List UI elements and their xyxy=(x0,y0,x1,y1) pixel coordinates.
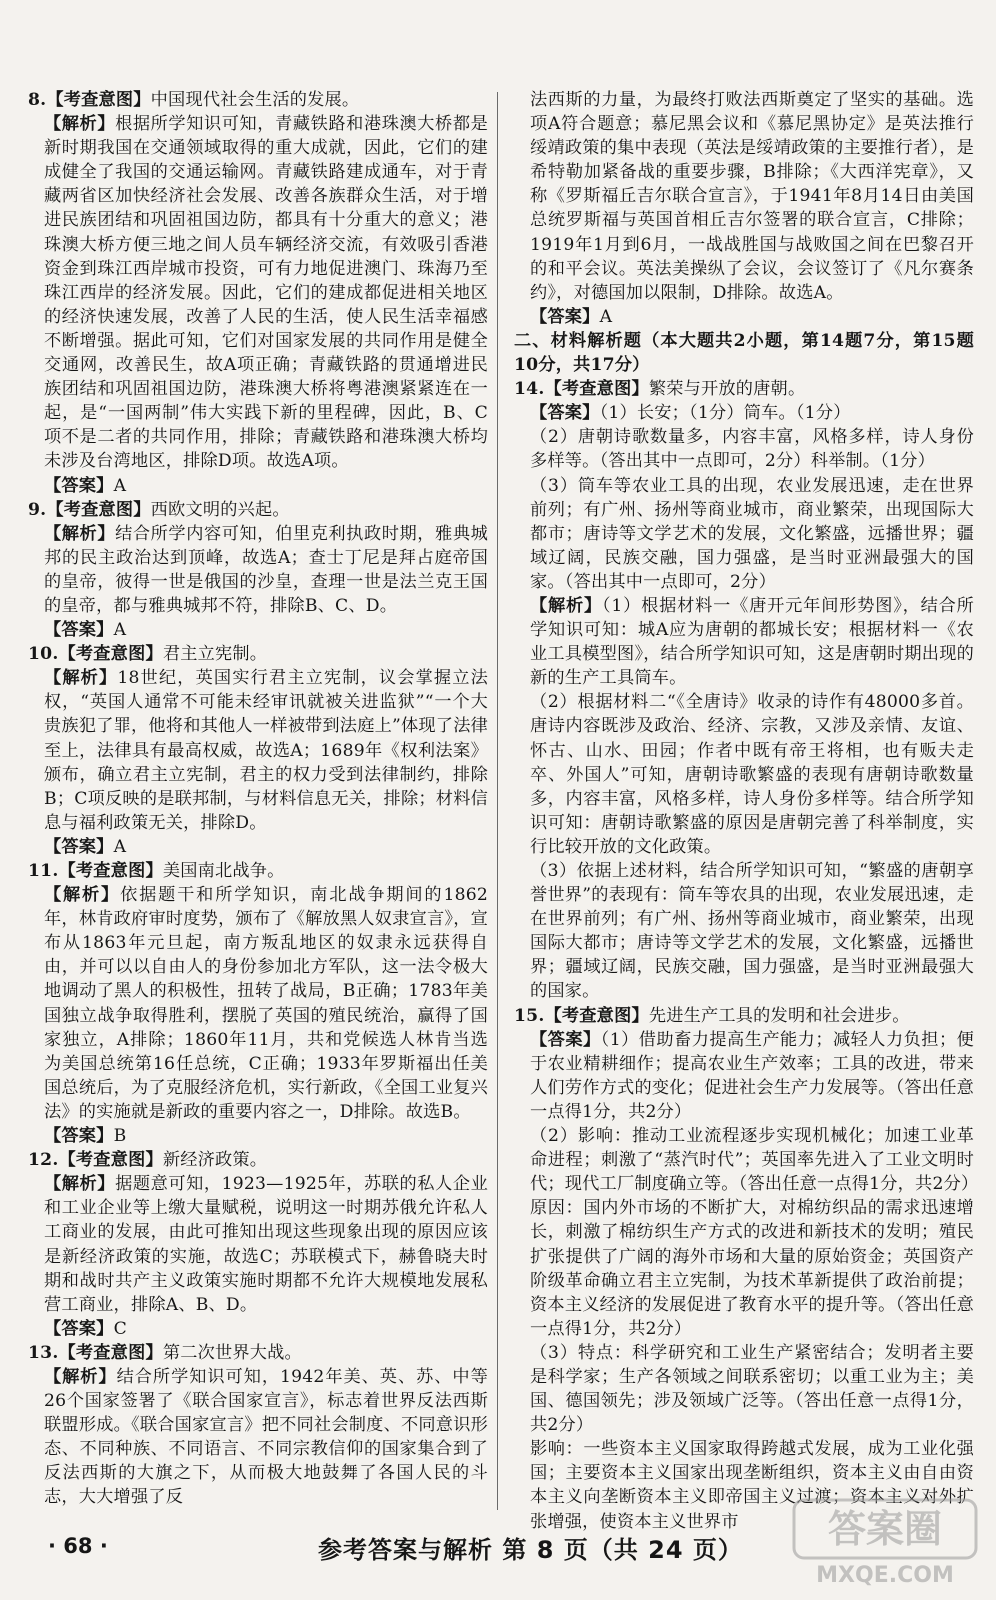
section-tag: 【考查意图】 xyxy=(58,644,163,665)
paragraph-text: 据题意可知，1923—1925年，苏联的私人企业和工业企业等上缴大量赋税，说明这一时期苏俄允许私人工商业的发展，由此可推知出现这些现象出现的原因应该是新经济政策的实施，故选C；苏联模式下，赫鲁晓夫时期和战时共产主义政策实施时期都不允许大规模地发展私营工商业，排除A、B、D。 xyxy=(44,1174,488,1315)
section-tag: 【答案】 xyxy=(44,836,114,857)
question-number: 12. xyxy=(28,1150,59,1171)
paragraph-text: （1）借助畜力提高生产能力；减轻人力负担；便于农业精耕细作；提高农业生产效率；工具的改进，带来人们劳作方式的变化；促进社会生产力发展等。（答出任意一点得1分，共2分） xyxy=(530,1029,974,1122)
paragraph-text: （3）特点：科学研究和工业生产紧密结合；发明者主要是科学家；生产各领域之间联系密切；以重工业为主；美国、德国领先；涉及领域广泛等。（答出任意一点得1分，共2分） xyxy=(530,1342,974,1436)
question-number: 10. xyxy=(28,644,59,665)
question-topic: 中国现代社会生活的发展。 xyxy=(150,90,360,110)
paragraph-text: （3）筒车等农业工具的出现，农业发展迅速，走在世界前列；有广州、扬州等商业城市，商业繁荣，出现国际大都市；唐诗等文学艺术的发展，文化繁盛，远播世界；疆域辽阔，民族交融，国力强盛，是当时亚洲最强大的国家。（答出其中一点即可，2分） xyxy=(530,475,974,592)
continued-paragraph xyxy=(514,1196,974,1341)
answer-paragraph xyxy=(28,1124,488,1148)
answer-paragraph xyxy=(28,835,488,859)
section-tag: 【答案】 xyxy=(44,475,114,496)
section-tag: 【考查意图】 xyxy=(58,861,163,881)
answer-paragraph xyxy=(514,594,974,690)
section-tag: 【解析】 xyxy=(44,114,116,135)
answer-paragraph xyxy=(28,522,488,618)
section-tag: 【解析】 xyxy=(44,885,121,906)
page-number: · 68 · xyxy=(48,1534,108,1558)
question-heading xyxy=(28,88,488,112)
question-heading xyxy=(514,377,974,401)
question-topic: 先进生产工具的发明和社会进步。 xyxy=(648,1005,910,1026)
section-tag: 【解析】 xyxy=(44,1366,117,1387)
answer-paragraph xyxy=(28,618,488,642)
paragraph-text: 18世纪，英国实行君主立宪制，议会掌握立法权，“英国人通常不可能未经审讯就被关进监狱”“一个大贵族犯了罪，他将和其他人一样被带到法庭上”体现了法律至上，法律具有最高权威，故选A；1689年《权利法案》颁布，确立君主立宪制，君主的权力受到法律制约，排除B；C项反映的是联邦制，与材料信息无关，排除；材料信息与福利政策无关，排除D。 xyxy=(44,668,488,833)
question-number: 14. xyxy=(514,379,545,400)
paragraph-text: （2）根据材料二“《全唐诗》收录的诗作有48000多首。唐诗内容既涉及政治、经济、宗教，又涉及亲情、友谊、怀古、山水、田园；作者中既有帝王将相，也有贩夫走卒、外国人”可知，唐朝诗歌繁盛的表现有唐朝诗歌数量多，内容丰富，风格多样，诗人身份多样等。结合所学知识可知：唐朝诗歌繁盛的原因是唐朝完善了科举制度，实行比较开放的文化政策。 xyxy=(530,692,974,857)
question-topic: 第二次世界大战。 xyxy=(162,1342,302,1363)
answer-paragraph xyxy=(514,401,974,425)
paragraph-text: （1）根据材料一《唐开元年间形势图》，结合所学知识可知：城A应为唐朝的都城长安；根据材料一《农业工具模型图》，结合所学知识可知，这是唐朝时期出现的新的生产工具筒车。 xyxy=(530,595,974,689)
question-heading xyxy=(28,859,488,883)
section-tag: 【考查意图】 xyxy=(544,1005,649,1026)
answer-paragraph xyxy=(28,1317,488,1341)
question-number: 15. xyxy=(514,1005,545,1026)
question-heading xyxy=(514,1004,974,1028)
answer-paragraph xyxy=(28,1365,488,1510)
paragraph-text: A xyxy=(113,836,127,857)
continued-paragraph xyxy=(514,859,974,1004)
paragraph-text: 影响：一些资本主义国家取得跨越式发展，成为工业化强国；主要资本主义国家出现垄断组织，资本主义由自由资本主义向垄断资本主义即帝国主义过渡；资本主义对外扩张增强，使资本主义世界市 xyxy=(530,1439,974,1532)
question-heading xyxy=(28,642,488,666)
answer-paragraph xyxy=(28,666,488,835)
question-number: 8. xyxy=(28,90,47,110)
continued-paragraph xyxy=(514,1341,974,1437)
question-topic: 美国南北战争。 xyxy=(162,861,285,881)
continued-paragraph xyxy=(514,425,974,473)
paragraph-text: （1）长安；（1分）筒车。（1分） xyxy=(599,403,851,424)
answer-paragraph xyxy=(28,474,488,498)
paragraph-text: （3）依据上述材料，结合所学知识可知，“繁盛的唐朝享誉世界”的表现有：筒车等农具的出现，农业发展迅速，走在世界前列；有广州、扬州等商业城市，商业繁荣，出现国际大都市；唐诗等文学艺术的发展，文化繁盛，远播世界；疆域辽阔，民族交融，国力强盛，是当时亚洲最强大的国家。 xyxy=(530,861,974,1002)
section-tag: 【解析】 xyxy=(530,595,603,616)
section-heading xyxy=(514,329,974,377)
answer-paragraph xyxy=(514,1028,974,1124)
paragraph-text: B xyxy=(113,1126,127,1147)
section-tag: 【答案】 xyxy=(530,403,600,424)
continued-paragraph xyxy=(514,690,974,859)
answer-paragraph xyxy=(28,1172,488,1317)
right-column xyxy=(514,88,979,1534)
section-tag: 【考查意图】 xyxy=(46,90,151,110)
paragraph-text: C xyxy=(113,1318,127,1339)
continued-paragraph xyxy=(514,88,974,305)
section-title: 二、材料解析题（本大题共2小题，第14题7分，第15题10分，共17分） xyxy=(514,330,974,376)
column-divider xyxy=(497,92,498,1510)
answer-paragraph xyxy=(514,305,974,329)
question-heading xyxy=(28,1341,488,1365)
paragraph-text: （2）唐朝诗歌数量多，内容丰富，风格多样，诗人身份多样等。（答出其中一点即可，2分）科举制。（1分） xyxy=(530,427,974,472)
paragraph-text: A xyxy=(113,620,127,641)
section-tag: 【解析】 xyxy=(44,523,116,544)
section-tag: 【考查意图】 xyxy=(544,379,649,400)
section-tag: 【解析】 xyxy=(44,668,118,689)
section-tag: 【解析】 xyxy=(44,1174,116,1195)
paragraph-text: 依据题干和所学知识，南北战争期间的1862年，林肯政府审时度势，颁布了《解放黑人奴隶宣言》，宣布从1863年元旦起，南方叛乱地区的奴隶永远获得自由，并可以以自由人的身份参加北方军队，这一法令极大地调动了黑人的积极性，扭转了战局，B正确；1783年美国独立战争取得胜利，摆脱了英国的殖民统治，赢得了国家独立，A排除；1860年11月，共和党候选人林肯当选为美国总统第16任总统，C正确；1933年罗斯福出任美国总统后，为了克服经济危机，实行新政，《全国工业复兴法》的实施就是新政的重要内容之一，D排除。故选B。 xyxy=(44,885,488,1122)
answer-paragraph xyxy=(28,883,488,1124)
left-column xyxy=(28,88,488,1510)
paragraph-text: 根据所学知识可知，青藏铁路和港珠澳大桥都是新时期我国在交通领域取得的重大成就，因此，它们的建成健全了我国的交通运输网。青藏铁路建成通车，对于青藏两省区加快经济社会发展、改善各族群众生活，对于增进民族团结和巩固祖国边防，都具有十分重大的意义；港珠澳大桥方便三地之间人员车辆经济交流，有效吸引香港资金到珠江西岸城市投资，可有力地促进澳门、珠海乃至珠江西岸的经济发展。因此，它们的建成都促进相关地区的经济快速发展，改善了人民的生活，使人民生活幸福感不断增强。据此可知，它们对国家发展的共同作用是健全交通网，改善民生，故A项正确；青藏铁路的贯通增进民族团结和巩固祖国边防，港珠澳大桥将粤港澳紧紧连在一起，是“一国两制”伟大实践下新的里程碑，因此，B、C项不是二者的共同作用，排除；青藏铁路和港珠澳大桥均未涉及台湾地区，排除D项。故选A项。 xyxy=(44,114,488,472)
watermark-url: MXQE.COM xyxy=(816,1563,954,1588)
question-topic: 新经济政策。 xyxy=(162,1150,268,1171)
section-tag: 【考查意图】 xyxy=(46,499,151,520)
question-number: 13. xyxy=(28,1342,59,1363)
section-tag: 【答案】 xyxy=(44,1318,114,1339)
section-tag: 【考查意图】 xyxy=(58,1150,163,1171)
question-topic: 繁荣与开放的唐朝。 xyxy=(648,379,806,400)
watermark-text: 答案圈 xyxy=(827,1507,943,1551)
continued-paragraph xyxy=(514,1124,979,1196)
question-topic: 西欧文明的兴起。 xyxy=(150,499,290,520)
question-topic: 君主立宪制。 xyxy=(162,644,268,665)
paragraph-text: A xyxy=(599,306,613,327)
paragraph-text: 结合所学内容可知，伯里克利执政时期，雅典城邦的民主政治达到顶峰，故选A；查士丁尼是拜占庭帝国的皇帝，彼得一世是俄国的沙皇，查理一世是法兰克王国的皇帝，都与雅典城邦不符，排除B、C、D。 xyxy=(44,523,488,616)
paragraph-text: 法西斯的力量，为最终打败法西斯奠定了坚实的基础。选项A符合题意；慕尼黑会议和《慕尼黑协定》是英法推行绥靖政策的集中表现（英法是绥靖政策的主要推行者），是希特勒加紧备战的重要步骤，B排除；《大西洋宪章》，又称《罗斯福丘吉尔联合宣言》，于1941年8月14日由美国总统罗斯福与英国首相丘吉尔签署的联合宣言，C排除；1919年1月到6月，一战战胜国与战败国之间在巴黎召开的和平会议。英法美操纵了会议，会议签订了《凡尔赛条约》，对德国加以限制，D排除。故选A。 xyxy=(530,90,974,303)
paragraph-text: A xyxy=(113,475,127,496)
watermark-logo xyxy=(790,1490,980,1590)
section-tag: 【答案】 xyxy=(530,1029,601,1050)
section-tag: 【答案】 xyxy=(44,620,114,641)
question-heading xyxy=(28,498,488,522)
section-tag: 【答案】 xyxy=(44,1126,114,1147)
section-tag: 【答案】 xyxy=(530,306,600,327)
section-tag: 【考查意图】 xyxy=(58,1342,163,1363)
continued-paragraph xyxy=(514,474,974,594)
paragraph-text: （2）影响：推动工业流程逐步实现机械化；加速工业革命进程；刺激了“蒸汽时代”；英国率先进入了工业文明时代；现代工厂制度确立等。（答出任意一点得1分，共2分） xyxy=(530,1126,979,1195)
question-number: 9. xyxy=(28,499,47,520)
question-number: 11. xyxy=(28,861,59,881)
paragraph-text: 原因：国内外市场的不断扩大，对棉纺织品的需求迅速增长，刺激了棉纺织生产方式的改进和新技术的发明；殖民扩张提供了广阔的海外市场和大量的原始资金；英国资产阶级革命确立君主立宪制，为技术革新提供了政治前提；资本主义经济的发展促进了教育水平的提升等。（答出任意一点得1分，共2分） xyxy=(530,1198,974,1339)
paragraph-text: 结合所学知识可知，1942年美、英、苏、中等26个国家签署了《联合国家宣言》，标志着世界反法西斯联盟形成。《联合国家宣言》把不同社会制度、不同意识形态、不同种族、不同语言、不同宗教信仰的国家集合到了反法西斯的大旗之下，从而极大地鼓舞了各国人民的斗志，大大增强了反 xyxy=(44,1366,488,1508)
footer-title: 参考答案与解析 第 8 页（共 24 页） xyxy=(318,1536,743,1564)
question-heading xyxy=(28,1148,488,1172)
answer-paragraph xyxy=(28,112,488,473)
